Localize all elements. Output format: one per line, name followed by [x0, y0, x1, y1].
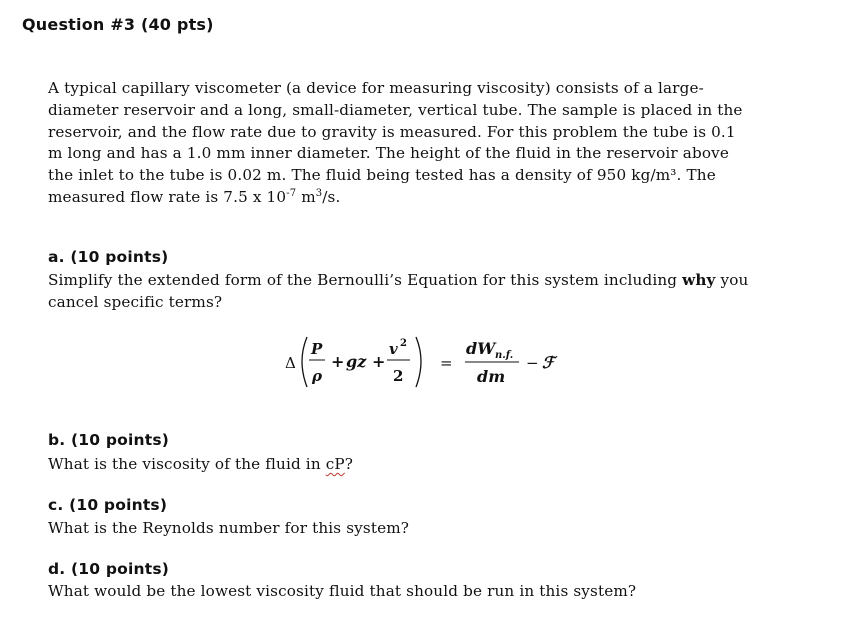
bernoulli-equation [285, 330, 585, 392]
eq-v: v [389, 340, 398, 358]
intro-paragraph [48, 78, 840, 209]
part-d-heading: d. (10 points) [48, 560, 170, 578]
eq-friction: ℱ [542, 353, 555, 372]
part-c-heading: c. (10 points) [48, 496, 168, 514]
emphasis-why: why [682, 271, 716, 289]
eq-delta: Δ [285, 354, 296, 372]
eq-minus: − [526, 354, 539, 372]
eq-two: 2 [393, 367, 404, 385]
eq-gz: gz [346, 352, 367, 371]
intro-line: reservoir, and the flow rate due to gravity is measured. For this problem the tube is 0.1 [48, 122, 736, 141]
spellcheck-underlined-cp: cP [325, 455, 345, 473]
eq-right-paren [416, 337, 421, 387]
eq-nf: n.f. [495, 350, 514, 361]
part-b-heading: b. (10 points) [48, 431, 170, 449]
eq-left-paren [302, 337, 307, 387]
eq-rho: ρ [312, 367, 322, 385]
part-a-heading: a. (10 points) [48, 248, 169, 266]
eq-P: P [311, 340, 323, 358]
part-a-text: Simplify the extended form of the Bernoulli’s Equation for this system including why you cancel specific terms? [48, 271, 749, 311]
part-b-text: What is the viscosity of the fluid in cP? [48, 455, 354, 473]
intro-line-last: measured flow rate is 7.5 x $10^{-7}$ $m^3/s$. [48, 187, 341, 206]
eq-dW: dW [466, 339, 496, 358]
part-c-text: What is the Reynolds number for this system? [48, 519, 410, 537]
intro-line: the inlet to the tube is 0.02 m. The fluid being tested has a density of 950 kg/m³. The [48, 166, 716, 185]
eq-plus-1: + [331, 352, 345, 371]
part-d-text: What would be the lowest viscosity fluid that should be run in this system? [48, 582, 637, 600]
intro-line: m long and has a 1.0 mm inner diameter. The height of the fluid in the reservoir above [48, 144, 730, 163]
eq-dm: dm [477, 367, 506, 386]
intro-line: diameter reservoir and a long, small-diameter, vertical tube. The sample is placed in the [48, 100, 743, 119]
eq-plus-2: + [372, 352, 386, 371]
eq-equals: = [440, 354, 453, 372]
eq-v-exponent: 2 [400, 338, 407, 349]
intro-line: A typical capillary viscometer (a device for measuring viscosity) consists of a large- [48, 79, 704, 97]
question-title: Question #3 (40 pts) [22, 15, 214, 34]
